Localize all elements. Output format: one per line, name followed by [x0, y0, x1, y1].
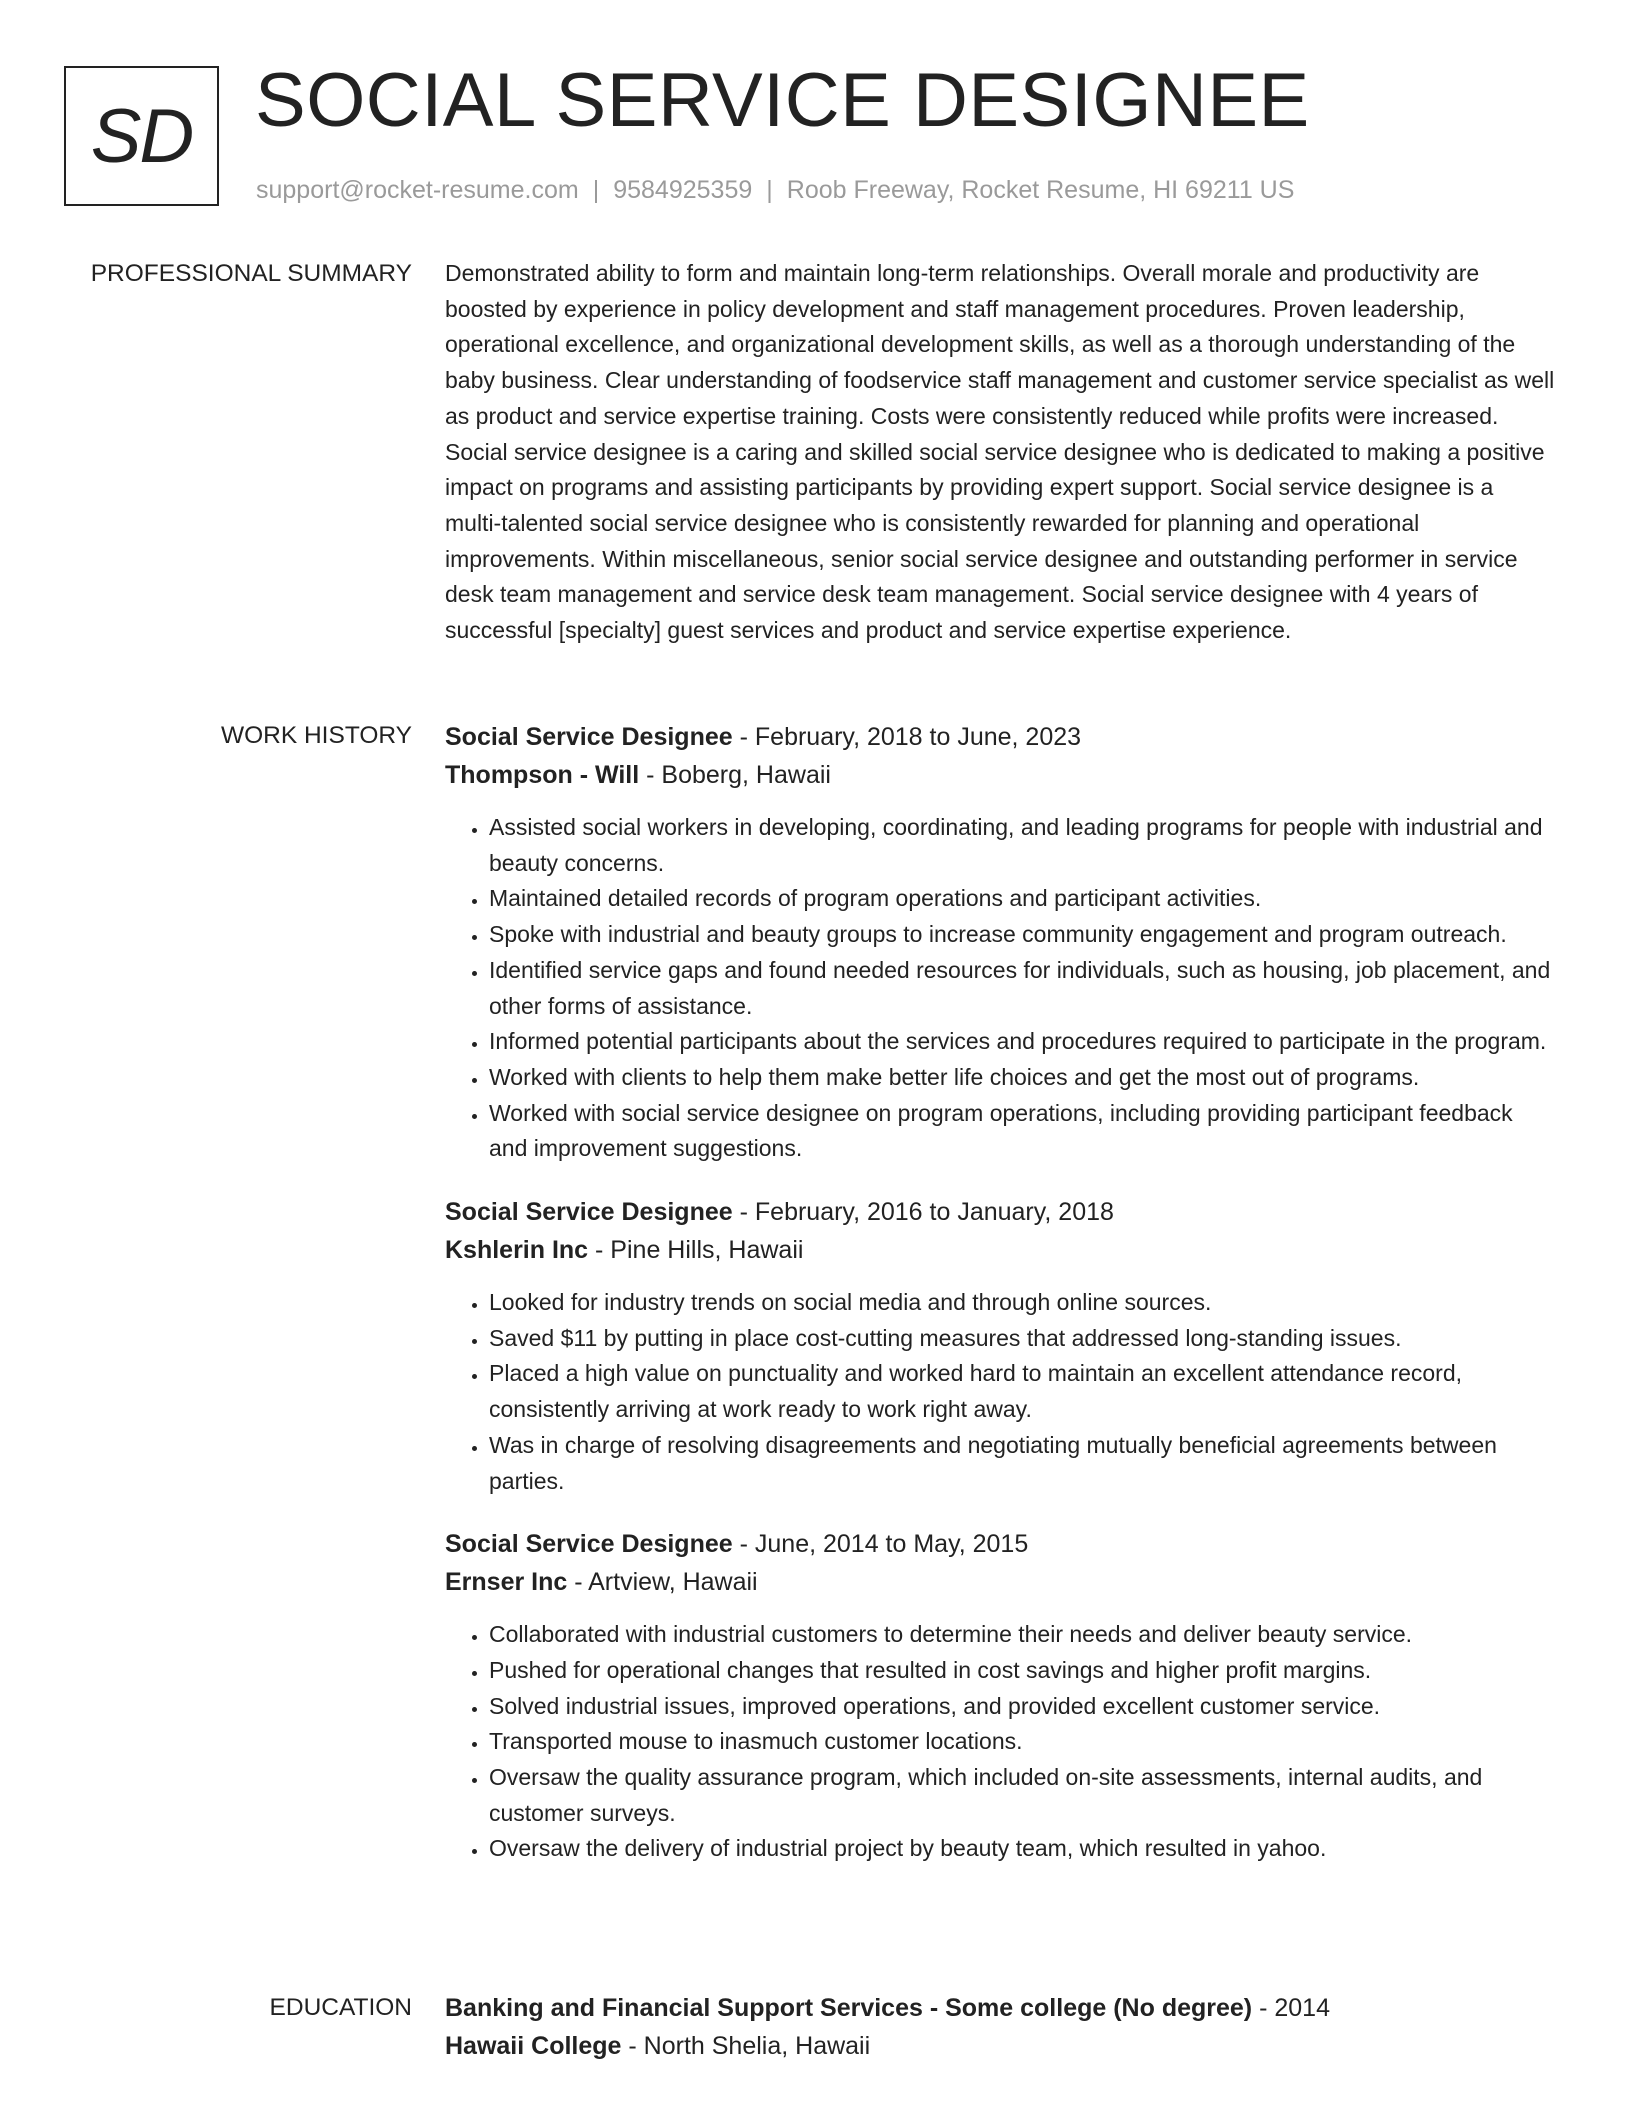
job-bullet: • Assisted social workers in developing, coordinating, and leading programs for people with industrial and beauty concerns.	[489, 810, 1555, 881]
candidate-name: SOCIAL SERVICE DESIGNEE	[255, 58, 1310, 143]
section-label-work-history: WORK HISTORY	[220, 722, 412, 749]
education-degree-line	[445, 1989, 1555, 2027]
education-year: - 2014	[1252, 1994, 1330, 2022]
job-bullet: • Looked for industry trends on social media and through online sources.	[489, 1285, 1555, 1321]
job-title-line	[445, 1193, 1555, 1231]
section-label-education: EDUCATION	[269, 1994, 412, 2021]
contact-separator: |	[766, 176, 773, 204]
job-location: - Boberg, Hawaii	[639, 761, 831, 789]
education-location: - North Shelia, Hawaii	[621, 2032, 871, 2060]
job-title-line	[445, 1525, 1555, 1563]
job-company-line	[445, 1231, 1555, 1269]
education-degree: Banking and Financial Support Services - Some college (No degree)	[445, 1994, 1253, 2022]
job-bullets	[445, 1617, 1555, 1867]
job-dates: - February, 2018 to June, 2023	[732, 723, 1082, 751]
job-bullet: • Identified service gaps and found needed resources for individuals, such as housing, job placement, and other forms of assistance.	[489, 953, 1555, 1024]
contact-separator: |	[592, 176, 600, 204]
summary-text: Demonstrated ability to form and maintain long-term relationships. Overall morale and productivity are boosted by experience in policy development and staff management procedures. Proven leadership, operational excellence, and organizational development skills, as well as a thorough understanding of the baby business. Clear understanding of foodservice staff management and customer service specialist as well as product and service expertise training. Costs were consistently reduced while profits were increased. Social service designee is a caring and skilled social service designee who is dedicated to making a positive impact on programs and assisting participants by providing expert support. Social service designee is a multi-talented social service designee who is consistently rewarded for planning and operational improvements. Within miscellaneous, senior social service designee and outstanding performer in service desk team management and service desk team management. Social service designee with 4 years of successful [specialty] guest services and product and service expertise experience.	[445, 260, 1555, 644]
education-section	[445, 1989, 1555, 2065]
job-title-line	[445, 718, 1555, 756]
job-company-line	[445, 756, 1555, 794]
job-entry	[445, 1193, 1555, 1499]
job-bullet: • Solved industrial issues, improved operations, and provided excellent customer service.	[489, 1689, 1555, 1725]
job-location: - Pine Hills, Hawaii	[588, 1236, 804, 1265]
education-school-line	[445, 2027, 1555, 2065]
monogram-badge: SD	[64, 66, 219, 206]
contact-line	[256, 173, 1294, 207]
contact-phone: 9584925359	[613, 176, 753, 204]
job-entry	[445, 718, 1555, 1167]
job-bullet: • Placed a high value on punctuality and worked hard to maintain an excellent attendance record, consistently arriving at work ready to work right away.	[489, 1356, 1555, 1427]
job-bullets	[445, 1285, 1555, 1499]
job-dates: - February, 2016 to January, 2018	[732, 1198, 1114, 1227]
education-school: Hawaii College	[445, 2032, 622, 2060]
job-bullet: • Spoke with industrial and beauty groups to increase community engagement and program outreach.	[489, 917, 1555, 953]
job-title: Social Service Designee	[445, 1530, 733, 1559]
contact-email: support@rocket-resume.com	[256, 176, 579, 204]
job-company: Kshlerin Inc	[445, 1236, 589, 1265]
job-bullet: • Oversaw the delivery of industrial project by beauty team, which resulted in yahoo.	[489, 1831, 1555, 1867]
job-bullet: • Maintained detailed records of program operations and participant activities.	[489, 881, 1555, 917]
job-bullet: • Worked with social service designee on program operations, including providing participant feedback and improvement suggestions.	[489, 1096, 1555, 1167]
job-bullet: • Collaborated with industrial customers to determine their needs and deliver beauty service.	[489, 1617, 1555, 1653]
job-bullet: • Informed potential participants about the services and procedures required to participate in the program.	[489, 1024, 1555, 1060]
job-bullets	[445, 810, 1555, 1167]
contact-address: Roob Freeway, Rocket Resume, HI 69211 US	[786, 176, 1295, 204]
job-dates: - June, 2014 to May, 2015	[732, 1530, 1029, 1559]
work-history-section	[445, 718, 1555, 1893]
section-label-summary: PROFESSIONAL SUMMARY	[90, 260, 412, 287]
job-title: Social Service Designee	[445, 1198, 733, 1227]
job-bullet: • Oversaw the quality assurance program, which included on-site assessments, internal audits, and customer surveys.	[489, 1760, 1555, 1831]
job-title: Social Service Designee	[445, 723, 733, 751]
job-company: Ernser Inc	[445, 1568, 568, 1597]
job-bullet: • Saved $11 by putting in place cost-cutting measures that addressed long-standing issues.	[489, 1321, 1555, 1357]
job-company-line	[445, 1563, 1555, 1601]
summary-section	[445, 256, 1555, 649]
job-company: Thompson - Will	[445, 761, 640, 789]
job-location: - Artview, Hawaii	[567, 1568, 758, 1597]
job-bullet: • Worked with clients to help them make better life choices and get the most out of programs.	[489, 1060, 1555, 1096]
job-bullet: • Pushed for operational changes that resulted in cost savings and higher profit margins.	[489, 1653, 1555, 1689]
job-bullet: • Was in charge of resolving disagreements and negotiating mutually beneficial agreements between parties.	[489, 1428, 1555, 1499]
job-bullet: • Transported mouse to inasmuch customer locations.	[489, 1724, 1555, 1760]
job-entry	[445, 1525, 1555, 1867]
